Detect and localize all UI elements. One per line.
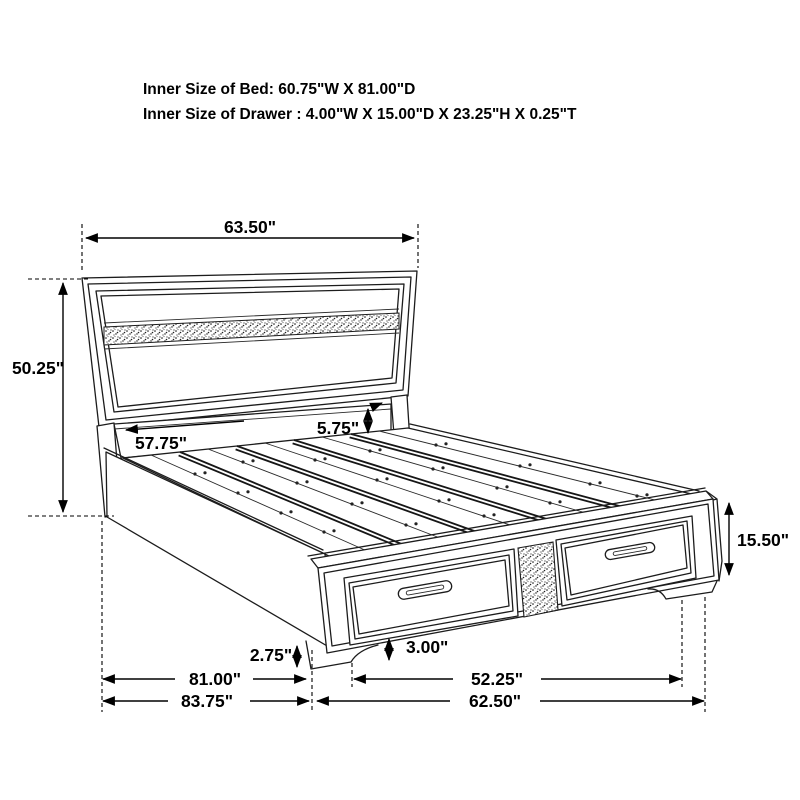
dim-headboard-height bbox=[12, 283, 64, 512]
dim-bed-inner-depth-label: 81.00" bbox=[188, 669, 242, 689]
dim-bed-inner-depth bbox=[103, 669, 306, 689]
dim-headboard-width-label: 63.50" bbox=[223, 217, 277, 237]
dim-rail-height-label: 5.75" bbox=[316, 418, 360, 438]
dim-footboard-height bbox=[729, 503, 789, 575]
dim-foot-height-label: 2.75" bbox=[249, 645, 293, 665]
dim-drawer-span bbox=[354, 669, 681, 689]
dim-bed-outer-depth-label: 83.75" bbox=[180, 691, 234, 711]
dim-drawer-clearance-label: 3.00" bbox=[406, 637, 449, 657]
dim-headboard-width bbox=[86, 217, 414, 238]
dim-drawer-span-label: 52.25" bbox=[470, 669, 524, 689]
dim-headboard-height-label: 50.25" bbox=[11, 358, 65, 378]
inner-size-drawer-text: Inner Size of Drawer : 4.00"W X 15.00"D X 23.25"H X 0.25"T bbox=[143, 106, 577, 123]
dim-foot-height bbox=[250, 645, 297, 667]
dim-rail-length-label: 57.75" bbox=[134, 433, 188, 453]
dim-footboard-height-label: 15.50" bbox=[737, 530, 790, 550]
inner-size-bed-text: Inner Size of Bed: 60.75"W X 81.00"D bbox=[143, 81, 416, 98]
dim-footboard-width bbox=[317, 691, 704, 711]
dim-footboard-width-label: 62.50" bbox=[468, 691, 522, 711]
header-text bbox=[143, 81, 577, 123]
dim-bed-outer-depth bbox=[103, 691, 309, 711]
footboard-sparkle-divider bbox=[518, 542, 558, 617]
